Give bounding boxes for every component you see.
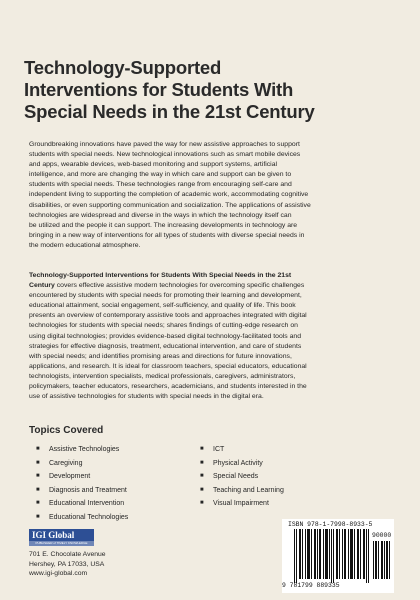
topic-item [200,457,284,471]
book-title [24,57,404,123]
topic-label: Special Needs [213,473,259,481]
summary-line: technologists, intervention specialists, medical professionals, caregivers, administrators, [29,372,296,380]
summary-line: technologies for students with special needs; shares findings of cutting-edge research on [29,322,298,330]
description-line: be utilized and the people it can support. The increasing developments in technology are [29,221,298,229]
bullet-icon: ■ [36,473,40,480]
description-line: Groundbreaking innovations have paved the way for new assistive approaches to support [29,141,300,148]
bullet-icon: ■ [36,486,40,493]
topic-item [200,484,284,498]
address-street: 701 E. Chocolate Avenue [29,551,106,558]
topic-item [200,470,284,484]
bullet-icon: ■ [36,500,40,507]
topic-label: Diagnosis and Treatment [49,486,127,494]
description-line: intelligence, and more are changing the way in which care and support can be given to [29,171,292,179]
logo-tagline: PUBLISHER of TIMELY KNOWLEDGE [29,541,94,546]
summary-line: using digital technologies; provides evidence-based digital technology-facilitated tools and [29,332,302,340]
ean-digits: 9 781799 889335 [282,582,340,589]
description-line: bringing in a new way of interventions for all types of students with diverse special needs in [29,231,305,239]
summary-line [29,281,389,291]
bullet-icon: ■ [36,446,40,452]
title-line-1: Technology-Supported [24,57,222,78]
topic-item [36,470,128,484]
topic-label: Caregiving [49,459,83,467]
description-line: students with special needs. These technologies range from encouraging self-care and [29,181,292,189]
summary-line: presents an overview of contemporary assistive tools and approaches integrated with digital [29,312,307,320]
description-paragraph [29,140,389,251]
bullet-icon: ■ [36,513,40,520]
topics-list-right [200,443,284,511]
publisher-address [29,550,106,579]
topic-label: ICT [213,446,225,453]
topic-item [36,457,128,471]
summary-line: policymakers, teacher educators, researchers, academicians, and students interested in the [29,383,307,391]
description-line: the modern educational atmosphere. [29,241,141,249]
logo-wordmark: IGI Global [29,529,94,541]
topics-heading: Topics Covered [29,425,104,436]
summary-line: use of assistive technologies for students with special needs in the digital era. [29,393,264,401]
summary-paragraph [29,271,389,402]
summary-line [29,271,389,281]
publisher-website: www.igi-global.com [29,570,88,577]
title-line-2: Interventions for Students With [24,79,294,100]
isbn-number: ISBN 978-1-7998-8933-5 [288,521,373,528]
topic-item [200,443,284,457]
bullet-icon: ■ [200,500,204,507]
topic-label: Development [49,473,91,481]
description-line: technologies are widespread and diverse in the ways in which the technology itself can [29,211,292,219]
bullet-icon: ■ [200,446,204,452]
barcode-icon [286,529,392,583]
topic-label: Educational Technologies [49,513,129,521]
description-line: disabilities, or even supporting communication and socialization. The applications of assistive [29,201,311,209]
summary-line: applications, and research. It is ideal for classroom teachers, special educators, educational [29,362,307,370]
title-line-3: Special Needs in the 21st Century [24,101,315,122]
bullet-icon: ■ [200,486,204,493]
description-line: and apps, wearable devices, web-based monitoring and support systems, artificial [29,161,278,169]
summary-line: encountered by students with special needs for promoting their learning and development, [29,292,302,300]
summary-line: strategies for effective diagnosis, treatment, educational intervention, and care of students [29,342,302,350]
isbn-barcode [282,519,394,593]
topic-label: Assistive Technologies [49,446,120,453]
topics-list-left [36,443,128,525]
summary-bold-title-end: Century [29,282,55,290]
topic-label: Teaching and Learning [213,486,284,494]
price-addon-code: 90000 [372,532,392,539]
bullet-icon: ■ [200,473,204,480]
topic-item [36,443,128,457]
topic-item [36,484,128,498]
bullet-icon: ■ [36,459,40,466]
igi-global-logo [29,529,94,547]
bullet-icon: ■ [200,459,204,466]
summary-line: educational attainment, social engagement, self-sufficiency, and quality of life. This book [29,302,296,310]
topic-label: Physical Activity [213,459,263,467]
topic-label: Visual Impairment [213,500,269,508]
topic-label: Educational Intervention [49,500,125,508]
description-line: students with special needs. New technological innovations such as smart mobile devices [29,151,301,159]
address-city: Hershey, PA 17033, USA [29,560,105,568]
topic-item [36,497,128,511]
description-line: independent living to supporting the completion of academic work, accommodating cognitive [29,191,309,199]
topic-item [36,511,128,525]
summary-bold-title: Technology-Supported Interventions for Students With Special Needs in the 21st [29,272,292,279]
topic-item [200,497,284,511]
summary-first-line-rest: covers effective assistive modern technologies for overcoming specific challenges [54,282,305,290]
summary-line: with special needs; and identifies promising areas and directions for future innovations, [29,352,292,360]
